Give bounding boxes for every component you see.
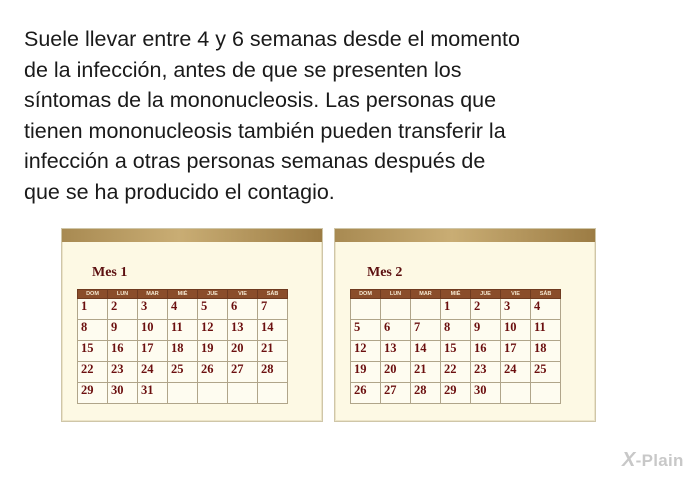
calendar-day-cell: 22 (78, 362, 108, 383)
calendar-week-row (351, 341, 561, 362)
calendar-day-cell: 14 (258, 320, 288, 341)
calendar-day-cell (351, 299, 381, 320)
calendar-grid (350, 289, 561, 404)
intro-paragraph (24, 24, 684, 207)
calendar-day-cell: 3 (501, 299, 531, 320)
calendar-day-cell (198, 383, 228, 404)
calendar-day-cell: 20 (381, 362, 411, 383)
paragraph-line: síntomas de la mononucleosis. Las personas que (24, 88, 497, 112)
weekday-header: DOM (78, 290, 108, 299)
calendar-day-cell: 5 (198, 299, 228, 320)
calendar-day-cell: 1 (78, 299, 108, 320)
calendar-day-cell: 7 (258, 299, 288, 320)
calendar-day-cell: 31 (138, 383, 168, 404)
weekday-header: SÁB (258, 290, 288, 299)
calendar-day-cell: 28 (258, 362, 288, 383)
weekday-header: VIE (501, 290, 531, 299)
calendar-day-cell: 12 (198, 320, 228, 341)
calendar-week-row (351, 362, 561, 383)
calendar-day-cell: 16 (108, 341, 138, 362)
calendar-day-cell: 19 (351, 362, 381, 383)
calendar-day-cell: 24 (138, 362, 168, 383)
calendar-day-cell: 2 (471, 299, 501, 320)
calendar-day-cell (258, 383, 288, 404)
paragraph-line: infección a otras personas semanas después de (24, 149, 486, 173)
calendar-day-cell: 23 (471, 362, 501, 383)
calendar-day-cell: 27 (381, 383, 411, 404)
calendar-day-cell (411, 299, 441, 320)
calendar-day-cell: 30 (471, 383, 501, 404)
calendar-day-cell: 21 (258, 341, 288, 362)
paragraph-line: de la infección, antes de que se presenten los (24, 57, 462, 82)
weekday-header: JUE (198, 290, 228, 299)
paragraph-line: Suele llevar entre 4 y 6 semanas desde el momento (24, 27, 520, 51)
weekday-header: LUN (108, 290, 138, 299)
calendar-month-2 (334, 228, 596, 422)
weekday-header: LUN (381, 290, 411, 299)
calendar-grid (77, 289, 288, 404)
weekday-header: MIÉ (441, 290, 471, 299)
paragraph-line: tienen mononucleosis también pueden transferir la (24, 118, 506, 143)
calendar-day-cell: 3 (138, 299, 168, 320)
logo-mark: X (622, 449, 636, 471)
calendar-week-row (351, 299, 561, 320)
calendar-day-cell: 4 (168, 299, 198, 320)
weekday-header: JUE (471, 290, 501, 299)
calendar-header-bar (335, 229, 595, 242)
calendar-day-cell: 20 (228, 341, 258, 362)
calendar-day-cell (531, 383, 561, 404)
weekday-header: MIÉ (168, 290, 198, 299)
calendar-day-cell: 30 (108, 383, 138, 404)
calendar-week-row (78, 320, 288, 341)
month-title: Mes 1 (92, 265, 128, 280)
calendar-day-cell: 4 (531, 299, 561, 320)
calendar-day-cell: 29 (78, 383, 108, 404)
calendar-day-cell: 27 (228, 362, 258, 383)
month-title: Mes 2 (367, 265, 403, 280)
calendar-day-cell: 25 (168, 362, 198, 383)
calendar-day-cell: 6 (381, 320, 411, 341)
calendar-day-cell: 14 (411, 341, 441, 362)
calendar-day-cell: 19 (198, 341, 228, 362)
calendar-day-cell: 15 (78, 341, 108, 362)
weekday-header: MAR (138, 290, 168, 299)
calendar-day-cell (381, 299, 411, 320)
calendar-day-cell: 17 (501, 341, 531, 362)
calendar-day-cell: 8 (78, 320, 108, 341)
calendar-day-cell: 1 (441, 299, 471, 320)
weekday-header-row (351, 290, 561, 299)
calendar-day-cell: 26 (198, 362, 228, 383)
calendar-day-cell: 13 (228, 320, 258, 341)
calendar-day-cell: 29 (441, 383, 471, 404)
logo-text: -Plain (635, 451, 684, 470)
calendar-day-cell: 18 (168, 341, 198, 362)
calendar-day-cell: 2 (108, 299, 138, 320)
calendar-day-cell: 9 (108, 320, 138, 341)
calendar-day-cell: 26 (351, 383, 381, 404)
calendar-header-bar (62, 229, 322, 242)
xplain-logo (622, 449, 684, 472)
weekday-header: MAR (411, 290, 441, 299)
calendar-week-row (351, 320, 561, 341)
calendar-day-cell (228, 383, 258, 404)
calendar-day-cell: 7 (411, 320, 441, 341)
paragraph-line: que se ha producido el contagio. (24, 179, 335, 204)
calendar-day-cell: 11 (168, 320, 198, 341)
calendar-day-cell (501, 383, 531, 404)
calendar-day-cell: 9 (471, 320, 501, 341)
calendar-day-cell: 17 (138, 341, 168, 362)
calendar-day-cell: 13 (381, 341, 411, 362)
calendar-day-cell: 22 (441, 362, 471, 383)
calendar-day-cell: 10 (501, 320, 531, 341)
calendar-week-row (78, 383, 288, 404)
weekday-header: SÁB (531, 290, 561, 299)
calendar-day-cell: 18 (531, 341, 561, 362)
calendar-day-cell: 23 (108, 362, 138, 383)
calendar-day-cell: 24 (501, 362, 531, 383)
calendar-day-cell: 10 (138, 320, 168, 341)
calendar-day-cell: 16 (471, 341, 501, 362)
weekday-header: DOM (351, 290, 381, 299)
calendar-day-cell: 6 (228, 299, 258, 320)
calendar-day-cell: 28 (411, 383, 441, 404)
calendar-week-row (351, 383, 561, 404)
calendar-month-1 (61, 228, 323, 422)
calendar-day-cell (168, 383, 198, 404)
weekday-header-row (78, 290, 288, 299)
calendar-day-cell: 11 (531, 320, 561, 341)
calendar-week-row (78, 362, 288, 383)
calendar-week-row (78, 341, 288, 362)
weekday-header: VIE (228, 290, 258, 299)
calendar-day-cell: 5 (351, 320, 381, 341)
calendar-day-cell: 12 (351, 341, 381, 362)
calendar-day-cell: 25 (531, 362, 561, 383)
calendar-day-cell: 21 (411, 362, 441, 383)
calendar-day-cell: 8 (441, 320, 471, 341)
calendar-week-row (78, 299, 288, 320)
calendar-day-cell: 15 (441, 341, 471, 362)
